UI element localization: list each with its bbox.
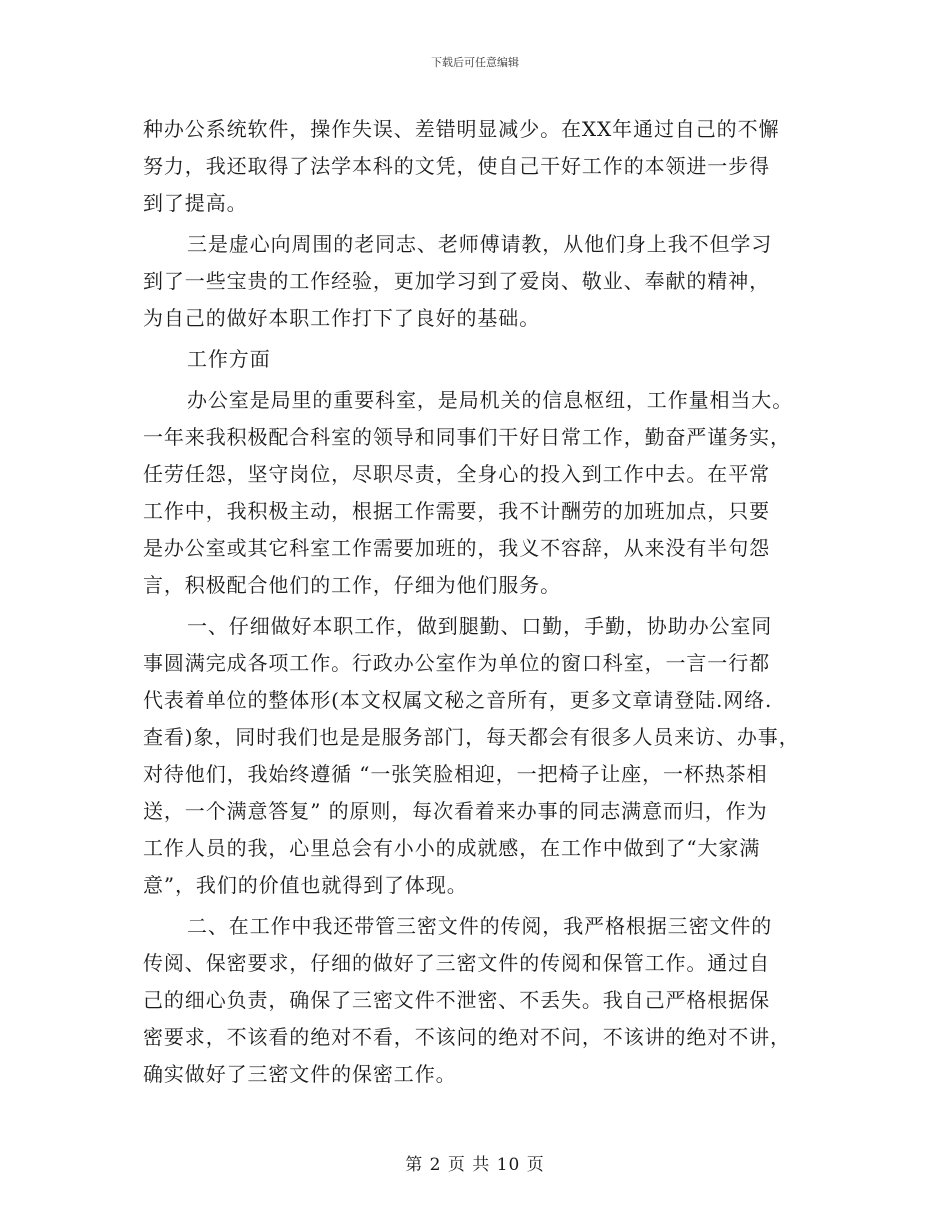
text-line: 传阅、保密要求，仔细的做好了三密文件的传阅和保管工作。通过自 [143, 951, 770, 975]
paragraph-start-line: 办公室是局里的重要科室，是局机关的信息枢纽，工作量相当大。 [187, 388, 794, 412]
text-line: 到了一些宝贵的工作经验，更加学习到了爱岗、敬业、奉献的精神， [143, 269, 770, 293]
text-line: 意”，我们的价值也就得到了体现。 [143, 873, 468, 897]
text-line: 为自己的做好本职工作打下了良好的基础。 [143, 306, 541, 330]
text-line: 确实做好了三密文件的保密工作。 [143, 1062, 457, 1086]
paragraph-start-line: 三是虚心向周围的老同志、老师傅请教，从他们身上我不但学习 [187, 232, 773, 256]
text-line: 事圆满完成各项工作。行政办公室作为单位的窗口科室，一言一行都 [143, 651, 770, 675]
page-number-footer: 第 2 页 共 10 页 [405, 1155, 545, 1175]
text-line: 对待他们，我始终遵循 “一张笑脸相迎，一把椅子让座，一杯热茶相 [143, 762, 768, 786]
text-line: 是办公室或其它科室工作需要加班的，我义不容辞，从来没有半句怨 [143, 536, 770, 560]
document-body [143, 111, 815, 1093]
text-line: 任劳任怨，坚守岗位，尽职尽责，全身心的投入到工作中去。在平常 [143, 462, 770, 486]
paragraph-start-line: 二、在工作中我还带管三密文件的传阅，我严格根据三密文件的 [187, 914, 773, 938]
text-line: 己的细心负责，确保了三密文件不泄密、不丢失。我自己严格根据保 [143, 988, 770, 1012]
text-line: 种办公系统软件，操作失误、差错明显减少。在XX年通过自己的不懈 [143, 117, 780, 141]
page-header: 下载后可任意编辑 [431, 56, 519, 69]
text-line: 送，一个满意答复” 的原则，每次看着来办事的同志满意而归，作为 [143, 799, 768, 823]
text-line: 到了提高。 [143, 191, 248, 215]
section-heading: 工作方面 [187, 347, 271, 371]
text-line: 代表着单位的整体形(本文权属文秘之音所有，更多文章请登陆.网络. [143, 688, 773, 712]
text-line: 言，积极配合他们的工作，仔细为他们服务。 [143, 573, 561, 597]
paragraph-start-line: 一、仔细做好本职工作，做到腿勤、口勤，手勤，协助办公室同 [187, 614, 773, 638]
text-line: 查看)象，同时我们也是是服务部门，每天都会有很多人员来访、办事， [143, 725, 800, 749]
text-line: 努力，我还取得了法学本科的文凭，使自己干好工作的本领进一步得 [143, 154, 770, 178]
text-line: 密要求，不该看的绝对不看，不该问的绝对不问，不该讲的绝对不讲， [143, 1025, 791, 1049]
text-line: 工作中，我积极主动，根据工作需要，我不计酬劳的加班加点，只要 [143, 499, 770, 523]
text-line: 一年来我积极配合科室的领导和同事们干好日常工作，勤奋严谨务实， [143, 425, 791, 449]
text-line: 工作人员的我，心里总会有小小的成就感，在工作中做到了“大家满 [143, 836, 761, 860]
